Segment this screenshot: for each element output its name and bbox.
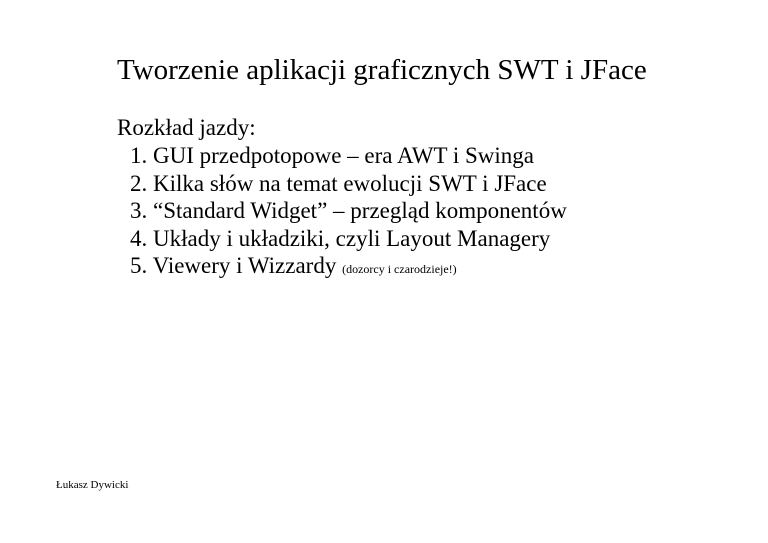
agenda-item-text: 1. GUI przedpotopowe – era AWT i Swinga [130, 143, 534, 168]
agenda-item-text: 5. Viewery i Wizzardy [130, 253, 343, 278]
agenda-item-text: 4. Układy i układziki, czyli Layout Managery [130, 225, 551, 251]
agenda-item-text: 3. “Standard Widget” – przegląd komponentów [130, 198, 567, 223]
agenda-item-5 [130, 252, 567, 284]
agenda-item-4 [130, 225, 567, 253]
footer-author: Łukasz Dywicki [56, 479, 129, 491]
agenda-item-2 [130, 170, 567, 198]
agenda-heading: Rozkład jazdy: [117, 115, 256, 140]
agenda-list [130, 142, 567, 284]
slide-title: Tworzenie aplikacji graficznych SWT i JFace [117, 54, 647, 86]
agenda-item-3 [130, 197, 567, 225]
agenda-item-text: 2. Kilka słów na temat ewolucji SWT i JFace [130, 170, 547, 196]
agenda-item-1 [130, 142, 567, 170]
agenda-item-note: (dozorcy i czarodzieje!) [342, 262, 457, 276]
